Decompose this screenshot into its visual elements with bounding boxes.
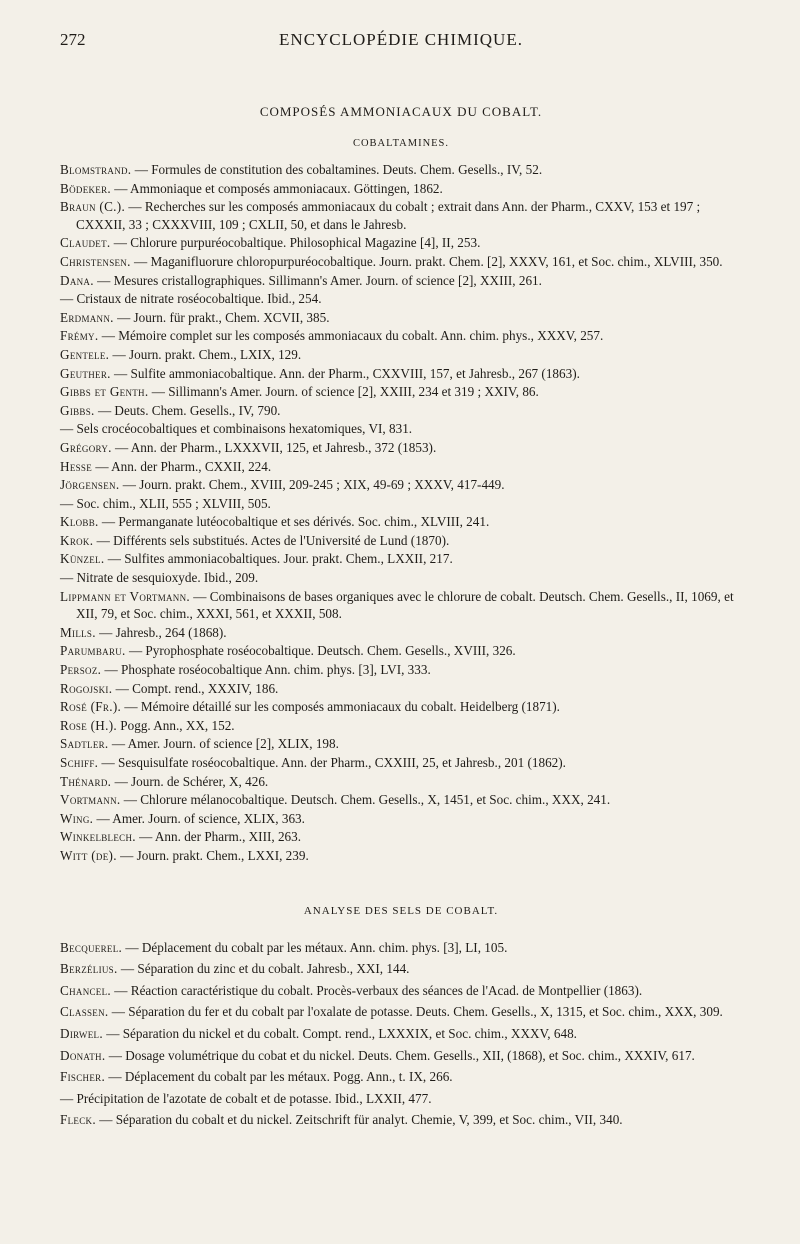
entry-text: — Journ. prakt. Chem., XVIII, 209-245 ; XIX, 49-69 ; XXXV, 417-449.: [119, 477, 505, 493]
entry-text: — Nitrate de sesquioxyde. Ibid., 209.: [60, 570, 259, 586]
entry-author: Braun (C.).: [60, 199, 126, 215]
bibliography-entry: [60, 791, 742, 809]
bibliography-entry: [60, 513, 742, 531]
bibliography-entry: [60, 234, 742, 252]
entry-author: Hesse: [60, 458, 93, 474]
entry-text: — Cristaux de nitrate roséocobaltique. Ibid., 254.: [60, 291, 322, 307]
entry-text: — Séparation du fer et du cobalt par l'oxalate de potasse. Deuts. Chem. Gesells., X, 1315, et Soc. chim., XXX, 309.: [108, 1004, 723, 1020]
entry-text: — Amer. Journ. of science [2], XLIX, 198.: [108, 736, 339, 752]
entry-text: — Journ. prakt. Chem., LXXI, 239.: [116, 847, 309, 863]
bibliography-entry: [60, 309, 742, 327]
entry-text: — Pyrophosphate roséocobaltique. Deutsch. Chem. Gesells., XVIII, 326.: [125, 643, 516, 659]
entry-author: Krok.: [60, 532, 94, 548]
entry-text: — Phosphate roséocobaltique Ann. chim. phys. [3], LVI, 333.: [101, 662, 431, 678]
bibliography-entry: [60, 290, 742, 308]
entry-text: — Mémoire détaillé sur les composés ammoniacaux du cobalt. Heidelberg (1871).: [121, 699, 560, 715]
bibliography-entry: [60, 1047, 742, 1065]
bibliography-entry: [60, 253, 742, 271]
entry-text: — Chlorure mélanocobaltique. Deutsch. Chem. Gesells., X, 1451, et Soc. chim., XXX, 241.: [120, 792, 611, 808]
bibliography-entry: [60, 1111, 742, 1129]
entry-author: Geuther.: [60, 365, 111, 381]
entry-text: — Sulfite ammoniacobaltique. Ann. der Pharm., CXXVIII, 157, et Jahresb., 267 (1863).: [110, 365, 580, 381]
bibliography-entry: [60, 661, 742, 679]
entry-author: Gibbs.: [60, 402, 95, 418]
bibliography-entry: [60, 161, 742, 179]
bibliography-entry: [60, 847, 742, 865]
entry-author: Rosé (Fr.).: [60, 699, 122, 715]
entry-author: Klobb.: [60, 514, 99, 530]
entry-text: — Sels crocéocobaltiques et combinaisons hexatomiques, VI, 831.: [60, 421, 413, 437]
bibliography-list: [60, 161, 742, 865]
page-number: 272: [60, 30, 86, 49]
entry-author: Rose (H.).: [60, 717, 117, 733]
bibliography-entry: [60, 680, 742, 698]
running-head: [60, 24, 742, 52]
section-title: COMPOSÉS AMMONIACAUX DU COBALT.: [259, 104, 543, 119]
bibliography-entry: [60, 588, 742, 623]
entry-author: Claudet.: [60, 235, 111, 251]
entry-text: — Ammoniaque et composés ammoniacaux. Göttingen, 1862.: [111, 180, 443, 196]
entry-text: — Compt. rend., XXXIV, 186.: [112, 680, 279, 696]
entry-text: — Sulfites ammoniacobaltiques. Jour. prakt. Chem., LXXII, 217.: [104, 551, 453, 567]
entry-author: Lippmann et Vortmann.: [60, 588, 190, 604]
bibliography-entry: [60, 550, 742, 568]
bibliography-entry: [60, 439, 742, 457]
bibliography-entry: [60, 1090, 742, 1108]
entry-author: Classen.: [60, 1004, 109, 1020]
section-title: ANALYSE DES SELS DE COBALT.: [303, 904, 499, 917]
entry-text: — Séparation du zinc et du cobalt. Jahresb., XXI, 144.: [117, 961, 410, 977]
bibliography-entry: [60, 717, 742, 735]
entry-text: — Soc. chim., XLII, 555 ; XLVIII, 505.: [60, 495, 271, 511]
entry-text: — Recherches sur les composés ammoniacaux du cobalt ; extrait dans Ann. der Pharm., CXXV, 153 et 197 ; CXXXII, 33 ; CXXXVIII, 109 ; CXLII, 50, et dans le Jahresb.: [76, 199, 701, 232]
entry-text: — Sesquisulfate roséocobaltique. Ann. der Pharm., CXXIII, 25, et Jahresb., 201 (1862).: [98, 755, 566, 770]
entry-author: Künzel.: [60, 551, 105, 567]
bibliography-entry: [60, 698, 742, 716]
entry-text: — Maganifluorure chloropurpuréocobaltique. Journ. prakt. Chem. [2], XXXV, 161, et Soc. chim., XLVIII, 350.: [130, 253, 723, 269]
bibliography-entry: [60, 773, 742, 791]
entry-author: Schiff.: [60, 755, 99, 770]
entry-text: — Sillimann's Amer. Journ. of science [2], XXIII, 234 et 319 ; XXIV, 86.: [148, 384, 539, 400]
entry-text: — Ann. der Pharm., XIII, 263.: [135, 829, 302, 845]
entry-text: — Mémoire complet sur les composés ammoniacaux du cobalt. Ann. chim. phys., XXXV, 257.: [98, 328, 604, 344]
bibliography-entry: [60, 1068, 742, 1086]
entry-text: — Dosage volumétrique du cobat et du nickel. Deuts. Chem. Gesells., XII, (1868), et Soc. chim., XXXIV, 617.: [105, 1047, 695, 1063]
entry-author: Fischer.: [60, 1069, 106, 1085]
entry-text: — Permanganate lutéocobaltique et ses dérivés. Soc. chim., XLVIII, 241.: [98, 514, 490, 530]
entry-author: Rogojski.: [60, 680, 113, 696]
bibliography-entry: [60, 180, 742, 198]
bibliography-entry: [60, 624, 742, 642]
bibliography-entry: [60, 735, 742, 753]
entry-text: — Précipitation de l'azotate de cobalt et de potasse. Ibid., LXXII, 477.: [60, 1090, 432, 1106]
entry-author: Donath.: [60, 1047, 106, 1063]
entry-author: Vortmann.: [60, 792, 121, 808]
bibliography-entry: [60, 1025, 742, 1043]
entry-author: Fleck.: [60, 1112, 96, 1128]
entry-author: Sadtler.: [60, 736, 109, 752]
entry-author: Mills.: [60, 624, 96, 640]
entry-author: Witt (de).: [60, 847, 117, 863]
entry-text: — Mesures cristallographiques. Sillimann's Amer. Journ. of science [2], XXIII, 261.: [93, 272, 542, 288]
entry-author: Chancel.: [60, 982, 111, 998]
bibliography-entry: [60, 383, 742, 401]
bibliography-entry: [60, 198, 742, 233]
entry-author: Persoz.: [60, 662, 102, 678]
bibliography-entry: [60, 402, 742, 420]
bibliography-entry: [60, 982, 742, 1000]
entry-author: Parumbaru.: [60, 643, 126, 659]
entry-text: — Formules de constitution des cobaltamines. Deuts. Chem. Gesells., IV, 52.: [131, 162, 543, 177]
entry-author: Gentele.: [60, 346, 110, 362]
entry-author: Gibbs et Genth.: [60, 384, 149, 400]
entry-author: Winkelblech.: [60, 829, 136, 845]
entry-author: Thénard.: [60, 773, 112, 789]
bibliography-entry: [60, 495, 742, 513]
entry-author: Christensen.: [60, 253, 131, 269]
entry-author: Wing.: [60, 810, 94, 826]
entry-text: — Journ. de Schérer, X, 426.: [111, 773, 269, 789]
entry-text: — Déplacement du cobalt par les métaux. Ann. chim. phys. [3], LI, 105.: [122, 939, 508, 955]
bibliography-entry: [60, 754, 742, 772]
entry-author: Frémy.: [60, 328, 99, 344]
entry-author: Bödeker.: [60, 180, 111, 196]
bibliography-entry: [60, 532, 742, 550]
entry-text: — Chlorure purpuréocobaltique. Philosophical Magazine [4], II, 253.: [110, 235, 481, 251]
bibliography-entry: [60, 569, 742, 587]
subsection-title: COBALTAMINES.: [352, 138, 450, 149]
entry-text: — Journ. prakt. Chem., LXIX, 129.: [109, 346, 302, 362]
entry-author: Jörgensen.: [60, 477, 120, 493]
bibliography-entry: [60, 420, 742, 438]
entry-text: — Séparation du cobalt et du nickel. Zeitschrift für analyt. Chemie, V, 399, et Soc. chim., VII, 340.: [95, 1112, 623, 1128]
bibliography-entry: [60, 476, 742, 494]
entry-author: Blomstrand.: [60, 162, 132, 177]
bibliography-entry: [60, 810, 742, 828]
bibliography-entry: [60, 458, 742, 476]
entry-text: — Ann. der Pharm., CXXII, 224.: [92, 458, 272, 474]
entry-text: — Deuts. Chem. Gesells., IV, 790.: [94, 402, 281, 418]
entry-author: Becquerel.: [60, 939, 123, 955]
bibliography-entry: [60, 272, 742, 290]
entry-text: — Jahresb., 264 (1868).: [95, 624, 227, 640]
entry-author: Berzélius.: [60, 961, 118, 977]
bibliography-list: [60, 939, 742, 1129]
entry-author: Dana.: [60, 272, 94, 288]
running-title: ENCYCLOPÉDIE CHIMIQUE.: [279, 30, 523, 49]
entry-author: Dirwel.: [60, 1025, 103, 1041]
bibliography-entry: [60, 828, 742, 846]
entry-text: — Différents sels substitués. Actes de l'Université de Lund (1870).: [93, 532, 450, 548]
entry-text: — Réaction caractéristique du cobalt. Procès-verbaux des séances de l'Acad. de Montpellier (1863).: [111, 982, 643, 998]
bibliography-entry: [60, 327, 742, 345]
entry-text: — Séparation du nickel et du cobalt. Compt. rend., LXXXIX, et Soc. chim., XXXV, 648.: [102, 1025, 577, 1041]
entry-text: — Ann. der Pharm., LXXXVII, 125, et Jahresb., 372 (1853).: [111, 439, 437, 455]
bibliography-entry: [60, 1003, 742, 1021]
bibliography-entry: [60, 939, 742, 957]
entry-text: — Déplacement du cobalt par les métaux. Pogg. Ann., t. IX, 266.: [105, 1069, 453, 1085]
bibliography-entry: [60, 365, 742, 383]
bibliography-entry: [60, 642, 742, 660]
entry-author: Erdmann.: [60, 309, 114, 325]
entry-text: — Amer. Journ. of science, XLIX, 363.: [93, 810, 305, 826]
entry-author: Grégory.: [60, 439, 112, 455]
bibliography-entry: [60, 346, 742, 364]
entry-text: Pogg. Ann., XX, 152.: [117, 717, 235, 733]
entry-text: — Journ. für prakt., Chem. XCVII, 385.: [113, 309, 330, 325]
bibliography-entry: [60, 960, 742, 978]
entry-text: — Combinaisons de bases organiques avec le chlorure de cobalt. Deutsch. Chem. Gesells., II, 1069, et XII, 79, et Soc. chim., XXXI, 561, et XXXII, 508.: [76, 588, 734, 622]
